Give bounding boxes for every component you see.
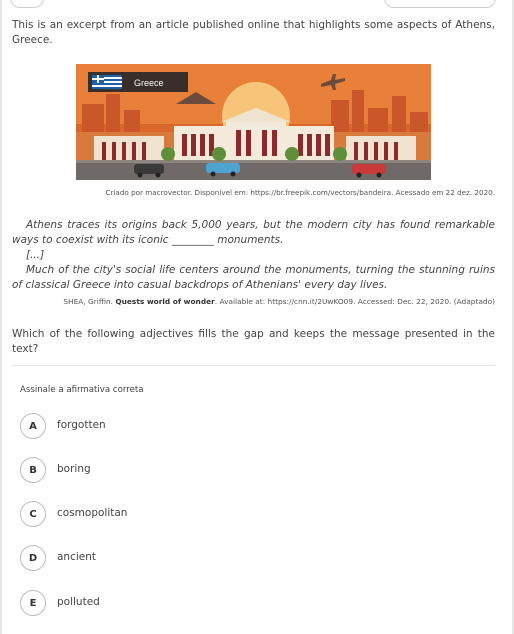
option-e[interactable]: [20, 590, 320, 616]
quote-ellipsis: [...]: [26, 249, 45, 261]
header-control[interactable]: [384, 0, 496, 8]
image-credit: Criado por macrovector. Disponível em: https://br.freepik.com/vectors/bandeira. Acessado em 22 dez. 2020.: [105, 188, 495, 197]
article-source: [12, 297, 495, 306]
option-letter-bubble[interactable]: D: [20, 545, 46, 571]
intro-text: This is an excerpt from an article published online that highlights some aspects of Athens, Greece.: [12, 19, 495, 46]
option-text: ancient: [57, 551, 97, 563]
option-c[interactable]: [20, 501, 320, 527]
page-border-left: [0, 0, 2, 634]
source-title: Quests world of wonder: [115, 297, 215, 306]
option-text: polluted: [57, 596, 100, 608]
source-details: . Available at: https://cnn.it/2UwKO09. Accessed: Dec. 22, 2020. (Adaptado): [214, 297, 495, 306]
previous-control[interactable]: [10, 0, 44, 8]
option-d[interactable]: [20, 545, 320, 571]
option-text: boring: [57, 463, 91, 475]
quote-paragraph-1: Athens traces its origins back 5,000 years, but the modern city has found remarkable ways to coexist with its iconic ________ monuments.: [12, 219, 495, 246]
athens-illustration: [76, 64, 431, 180]
quote-paragraph-2: Much of the city's social life centers around the monuments, turning the stunning ruins of classical Greece into casual backdrops of Athenians' every day lives.: [12, 264, 495, 291]
option-text: forgotten: [57, 419, 106, 431]
option-letter-bubble[interactable]: A: [20, 413, 46, 439]
greece-flag-icon: [92, 75, 122, 89]
option-letter-bubble[interactable]: B: [20, 457, 46, 483]
option-letter-bubble[interactable]: E: [20, 590, 46, 616]
article-quote: [12, 218, 495, 293]
greece-banner-label: Greece: [134, 78, 164, 88]
divider: [12, 365, 495, 366]
instruction-text: Assinale a afirmativa correta: [20, 385, 144, 395]
option-a[interactable]: [20, 413, 320, 439]
option-letter-bubble[interactable]: C: [20, 501, 46, 527]
source-author: SHEA, Griffin.: [63, 297, 114, 306]
option-b[interactable]: [20, 457, 320, 483]
question-text: Which of the following adjectives fills the gap and keeps the message presented in the text?: [12, 328, 495, 355]
option-text: cosmopolitan: [57, 507, 128, 519]
